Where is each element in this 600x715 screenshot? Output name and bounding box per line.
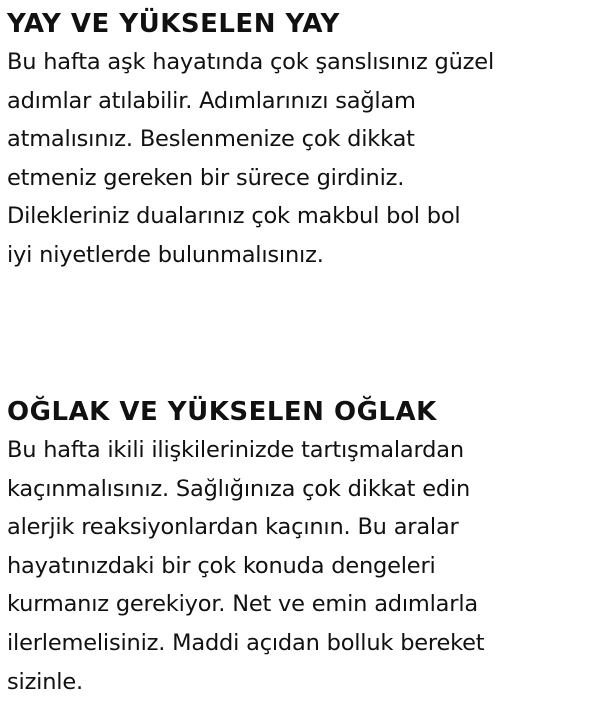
section-heading: OĞLAK VE YÜKSELEN OĞLAK — [7, 397, 437, 427]
section-body — [7, 43, 597, 275]
section-heading: YAY VE YÜKSELEN YAY — [7, 9, 340, 39]
body-line: adımlar atılabilir. Adımlarınızı sağlam — [7, 87, 416, 114]
horoscope-section-oglak — [7, 393, 597, 701]
body-line: sizinle. — [7, 668, 83, 695]
body-line: hayatınızdaki bir çok konuda dengeleri — [7, 552, 436, 579]
section-body — [7, 431, 597, 701]
body-line: iyi niyetlerde bulunmalısınız. — [7, 241, 324, 268]
body-line: Dilekleriniz dualarınız çok makbul bol bol — [7, 203, 461, 230]
body-line: alerjik reaksiyonlardan kaçının. Bu aralar — [7, 514, 459, 541]
body-line: etmeniz gereken bir sürece girdiniz. — [7, 164, 405, 191]
body-line: Bu hafta ikili ilişkilerinizde tartışmalardan — [7, 437, 464, 463]
body-line: kurmanız gerekiyor. Net ve emin adımlarla — [7, 591, 478, 618]
body-line: kaçınmalısınız. Sağlığınıza çok dikkat edin — [7, 475, 471, 502]
body-line: atmalısınız. Beslenmenize çok dikkat — [7, 126, 415, 153]
body-line: ilerlemelisiniz. Maddi açıdan bolluk bereket — [7, 629, 485, 656]
horoscope-section-yay — [7, 5, 597, 275]
body-line: Bu hafta aşk hayatında çok şanslısınız güzel — [7, 49, 494, 75]
